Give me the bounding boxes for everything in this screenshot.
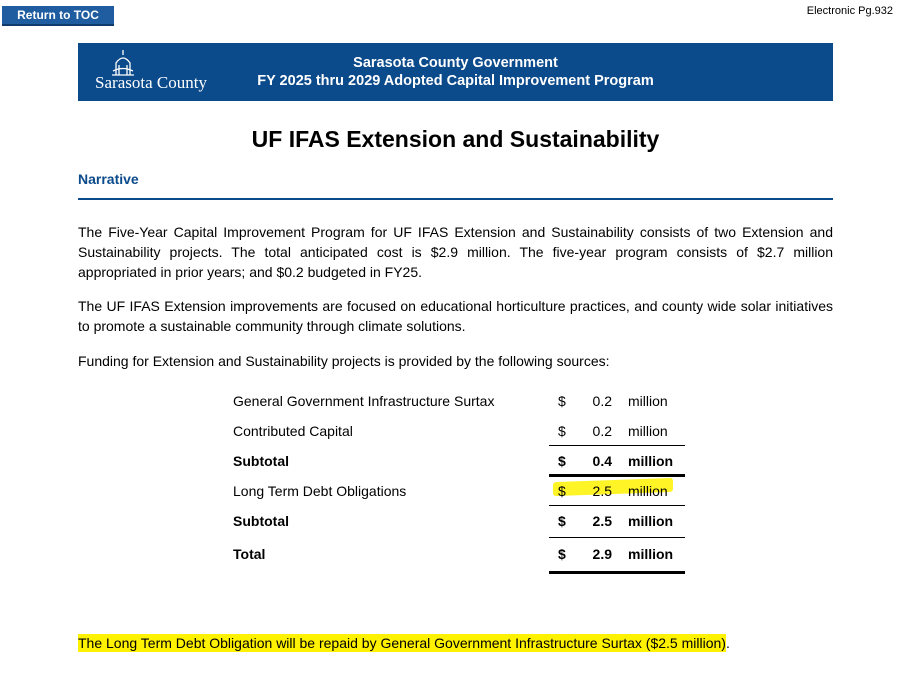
narrative-paragraph-3: Funding for Extension and Sustainability projects is provided by the following sources: <box>78 353 610 369</box>
funding-row-subtotal-1 <box>233 446 685 476</box>
funding-unit: million <box>628 423 668 439</box>
funding-unit: million <box>628 546 674 562</box>
funding-row-surtax <box>233 386 685 416</box>
funding-amount: 0.2 <box>592 423 612 439</box>
funding-row-subtotal-2 <box>233 506 685 536</box>
funding-amount: 0.4 <box>592 453 612 469</box>
funding-currency: $ <box>558 423 566 439</box>
funding-currency: $ <box>558 513 566 529</box>
funding-amount: 2.5 <box>592 483 612 499</box>
funding-currency: $ <box>558 483 566 499</box>
header-banner <box>78 43 833 101</box>
program-title: FY 2025 thru 2029 Adopted Capital Improvement Program <box>257 73 654 89</box>
return-to-toc-button[interactable]: Return to TOC <box>2 6 114 26</box>
page-title: UF IFAS Extension and Sustainability <box>251 126 660 152</box>
funding-currency: $ <box>558 546 566 562</box>
funding-label: Long Term Debt Obligations <box>233 483 407 499</box>
narrative-paragraph-2: The UF IFAS Extension improvements are focused on educational horticulture practices, and county wide solar initiatives to promote a sustainable community through climate solutions. <box>78 298 833 334</box>
county-logo <box>86 49 216 95</box>
total-double-rule <box>549 571 685 574</box>
funding-label: Contributed Capital <box>233 423 353 439</box>
funding-label: Subtotal <box>233 513 289 529</box>
org-title: Sarasota County Government <box>353 55 558 71</box>
funding-unit: million <box>628 483 668 499</box>
footnote-highlighted-text: The Long Term Debt Obligation will be repaid by General Government Infrastructure Surtax ($2.5 million) <box>78 635 726 651</box>
funding-label: Total <box>233 546 266 562</box>
funding-currency: $ <box>558 453 566 469</box>
narrative-paragraph-1: The Five-Year Capital Improvement Program for UF IFAS Extension and Sustainability consists of two Extension and Sustainability projects. The total anticipated cost is $2.9 million. The five-year program consists of $2.7 million appropriated in prior years; and $0.2 budgeted in FY25. <box>78 224 833 280</box>
funding-amount: 2.5 <box>592 513 612 529</box>
total-rule <box>549 537 685 538</box>
funding-unit: million <box>628 393 668 409</box>
footnote-period: . <box>725 635 730 651</box>
funding-row-contributed-capital <box>233 416 685 446</box>
funding-unit: million <box>628 453 674 469</box>
funding-row-total <box>233 539 685 569</box>
logo-wordmark: Sarasota County <box>95 73 207 92</box>
funding-currency: $ <box>558 393 566 409</box>
funding-label: Subtotal <box>233 453 289 469</box>
funding-unit: million <box>628 513 674 529</box>
funding-sources-table <box>233 386 685 569</box>
funding-amount: 0.2 <box>592 393 612 409</box>
section-divider <box>78 198 833 200</box>
section-heading-narrative: Narrative <box>78 171 139 187</box>
repayment-footnote <box>78 634 730 652</box>
funding-amount: 2.9 <box>592 546 612 562</box>
electronic-page-number: Electronic Pg.932 <box>806 5 893 17</box>
funding-row-long-term-debt <box>233 476 685 506</box>
funding-label: General Government Infrastructure Surtax <box>233 393 495 409</box>
